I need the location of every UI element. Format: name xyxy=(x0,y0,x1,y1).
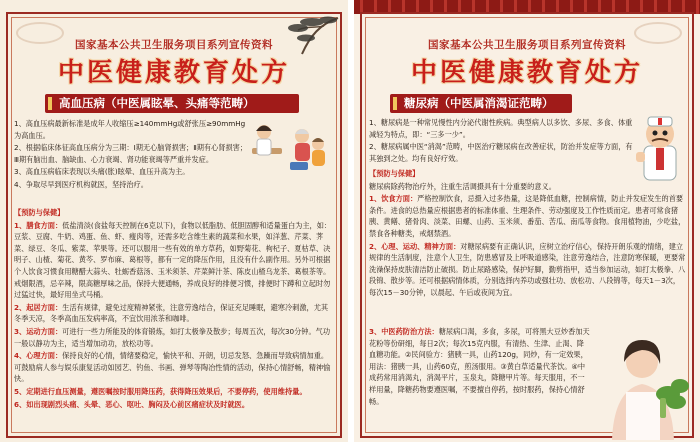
intro-block xyxy=(14,118,249,192)
intro-block xyxy=(369,117,633,165)
woman-with-vegetables-illustration xyxy=(590,328,694,440)
intro-line: 4、争取尽早到医疗机构就医，坚持治疗。 xyxy=(14,179,148,189)
intro-line: 2、根据临床体征高血压病分为三期：Ⅰ期无心脑肾损害；Ⅱ期有心肾损害；Ⅲ期有脑出血、脑缺血、心力衰竭、肾功能衰竭等严重并发症。 xyxy=(14,143,248,164)
section-heading: 【预防与保健】 xyxy=(14,208,65,217)
intro-line: 1、糖尿病是一种常见慢性内分泌代谢性疾病。典型病人以多饮、多尿、多食、体重减轻为特点，即：“三多一少”。 xyxy=(369,118,633,139)
prevention-block xyxy=(14,207,334,411)
list-item: 2、心理、运动、精神方面：对糖尿病要有正确认识，应树立治疗信心，保持开朗乐观的情绪，建立规律的生活制度，注意个人卫生，防患感冒及上呼吸道感染，注意劳逸结合，注意防寒保暖，更要常洗澡保持皮肤清洁防止破损。防止尿路感染，保护好脚，勤剪指甲，适当参加运动，如打太极拳、八段锦、散步等。还可根据病情体质，分别选择内养功或强壮功、放松功、八段锦等，每天1－3次，每次15－30分钟，以晨起、午后或夜间为宜。 xyxy=(369,241,686,297)
list-item: 2、起居方面：生活有规律，避免过度精神紧张，注意劳逸结合，保证充足睡眠，避寒冷刺激，尤其冬季天凉，冬季高血压发病率高，不宜饮用浓茶和咖啡。 xyxy=(14,302,329,324)
topic-banner: 高血压病（中医属眩晕、头痛等范畴） xyxy=(45,94,299,113)
lead-text: 糖尿病除药物治疗外，注重生活调摄具有十分重要的意义。 xyxy=(369,181,556,191)
list-item: 6、如出现剧烈头痛、头晕、恶心、呕吐、胸闷及心前区痛症状及时就医。 xyxy=(14,399,250,409)
topic-banner: 糖尿病（中医属消渴证范畴） xyxy=(390,94,572,113)
poster-subtitle: 国家基本公共卫生服务项目系列宣传资料 xyxy=(428,39,626,51)
tcm-block xyxy=(369,326,591,408)
list-item: 3、运动方面：可进行一些力所能及的体育锻炼，如打太极拳及散步；每周五次，每次30分钟。气功一般以静功为主，适当增加动功，放松功等。 xyxy=(14,326,331,348)
poster-title: 中医健康教育处方 xyxy=(57,58,290,88)
list-item: 3、中医药防治方法：糖尿病口渴，多食，多尿，可将黑大豆炒香加天花粉等份研细，每日2次；每次15克内服，有清热、生津、止渴、降血糖功能。②民间验方：猪胰一具，山药120g，同炒，有一定效果，用法：猪胰一具，山药60克，煎汤服用。③黄白草适量代茶饮。④中成药常用消渴丸，消渴平片，玉泉丸，降糖甲片等。每天服用，不一样用量，降糖药物要遵医嘱，不要擅自停药，按时服药，保持心情舒畅。 xyxy=(369,327,590,406)
list-item: 5、定期进行血压测量，遵医嘱按时服用降压药，获得降压效果后，不要停药，使用维持量。 xyxy=(14,386,307,396)
list-item: 1、膳食方面：低盐清淡(食盐每天控制在6克以下)，食物以低脂肪、低胆固醇和适量蛋白为主，如：豆浆、豆腐、牛奶、鸡蛋、鱼、虾、瘦肉等，还需多吃含维生素的蔬菜和水果，如洋葱、芹菜、荠菜、绿豆、冬瓜、紫菜、苹果等。还可以服用一些有效的单方草药，如野菊花、枸杞子、夏枯草、决明子、山楂、菊花、黄芩、罗布麻、葛根等，都有一定的降压作用，且没有什么副作用。另外可根据个人饮食习惯食用糖醋大蒜头、牡蛎香菇汤、玉米须茶、芹菜鲜汁茶、陈皮山楂乌龙茶、葛根茶等。戒烟限酒，忌辛辣，限高糖厚味之品，保持大便通畅，养成良好的排便习惯，排便时下蹲和立起时勿过猛过快，最好用坐式马桶。 xyxy=(14,220,332,300)
intro-line: 2、糖尿病属中医“消渴”范畴，中医治疗糖尿病在改善症状，防治并发症等方面，有其独到之处。均有良好疗效。 xyxy=(369,142,633,163)
prevention-block xyxy=(369,168,687,300)
poster-subtitle: 国家基本公共卫生服务项目系列宣传资料 xyxy=(75,39,273,51)
intro-line: 3、高血压病临床表现以头痛(胀)眩晕、血压升高为主。 xyxy=(14,167,190,177)
poster-title: 中医健康教育处方 xyxy=(410,58,643,88)
doctor-patient-illustration xyxy=(246,118,328,176)
intro-line: 1、高血压病最新标准是成年人收缩压≥140mmHg或舒张压≥90mmHg为高血压。 xyxy=(14,119,246,140)
list-item: 4、心理方面：保持良好的心情，情绪要稳定，愉快平和、开朗，切忌发怒、急躁而导致病情加重。可鼓励病人参与娱乐康复活动如园艺、钓鱼、书画、弹琴等陶冶性情的活动，保持心情舒畅，精神愉快。 xyxy=(14,351,331,384)
diabetes-poster xyxy=(354,0,700,442)
hypertension-poster xyxy=(0,0,348,442)
list-item: 1、饮食方面：严格控制饮食，忌摄入过多热量，这是降低血糖，控制病情，防止并发症发生的首要条件。进食的总热量应根据患者的标准体重、生理条件、劳动强度及工作性质而定。患者可常食猪胰、黄鳝、猪骨肉、淡菜、田螺、山药、玉米须、番茄、苦瓜、南瓜等食物。食用植物油，少吃盐，禁食各种糖类，戒烟禁酒。 xyxy=(369,194,686,238)
section-heading: 【预防与保健】 xyxy=(369,169,420,178)
